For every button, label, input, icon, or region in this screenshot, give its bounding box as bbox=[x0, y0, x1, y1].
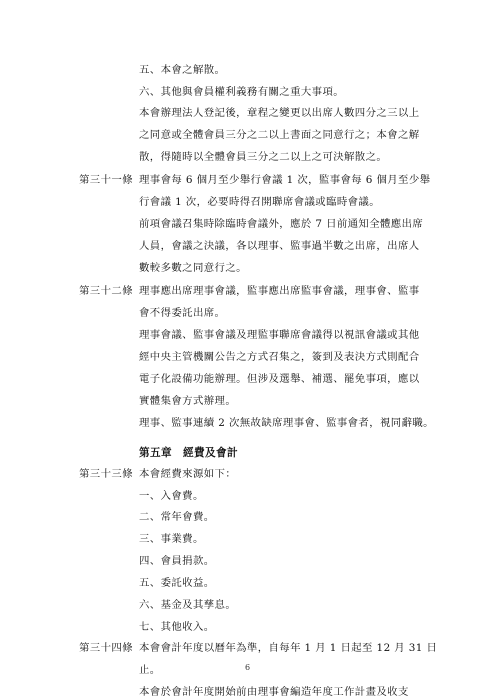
text-line: 本會辦理法人登記後，章程之變更以出席人數四分之三以上 bbox=[139, 107, 420, 119]
text-line: 五、委託收益。 bbox=[139, 577, 215, 589]
article-number: 第三十一條 bbox=[79, 174, 133, 186]
text-line: 六、其他與會員權利義務有關之重大事項。 bbox=[139, 86, 345, 98]
text-line: 六、基金及其孳息。 bbox=[139, 599, 237, 611]
text-line: 行會議 1 次，必要時得召開聯席會議或臨時會議。 bbox=[139, 196, 381, 208]
text-line: 本會經費來源如下： bbox=[139, 468, 237, 480]
page-number: 6 bbox=[244, 663, 251, 672]
text-line: 人員，會議之決議，各以理事、監事過半數之出席，出席人 bbox=[139, 240, 420, 252]
text-line: 電子化設備功能辦理。但涉及選舉、補選、罷免事項，應以 bbox=[139, 373, 420, 385]
article-number: 第三十三條 bbox=[79, 468, 133, 480]
text-line: 五、本會之解散。 bbox=[139, 64, 226, 76]
text-line: 七、其他收入。 bbox=[139, 621, 215, 633]
text-line: 實體集會方式辦理。 bbox=[139, 395, 237, 407]
text-line: 數較多數之同意行之。 bbox=[139, 262, 247, 274]
text-line: 會不得委託出席。 bbox=[139, 307, 226, 319]
chapter-heading: 第五章 經費及會計 bbox=[139, 447, 238, 459]
text-line: 理事會每 6 個月至少舉行會議 1 次，監事會每 6 個月至少舉 bbox=[139, 174, 431, 186]
text-line: 四、會員捐款。 bbox=[139, 555, 215, 567]
text-line: 理事應出席理事會議，監事應出席監事會議，理事會、監事 bbox=[139, 285, 420, 297]
article-number: 第三十二條 bbox=[79, 285, 133, 297]
text-line: 理事會議、監事會議及理監事聯席會議得以視訊會議或其他 bbox=[139, 329, 420, 341]
text-line: 散，得隨時以全體會員三分之二以上之可決解散之。 bbox=[139, 151, 388, 163]
text-line: 二、常年會費。 bbox=[139, 511, 215, 523]
text-line: 理事、監事連續 2 次無故缺席理事會、監事會者，視同辭職。 bbox=[139, 417, 434, 429]
text-line: 前項會議召集時除臨時會議外，應於 7 日前通知全體應出席 bbox=[139, 218, 424, 230]
text-line: 止。 bbox=[139, 664, 161, 676]
text-line: 三、事業費。 bbox=[139, 533, 204, 545]
text-line: 經中央主管機關公告之方式召集之，簽到及表決方式則配合 bbox=[139, 351, 420, 363]
text-line: 一、入會費。 bbox=[139, 490, 204, 502]
text-line: 之同意或全體會員三分之二以上書面之同意行之；本會之解 bbox=[139, 129, 420, 141]
text-line: 本會會計年度以曆年為準，自每年 1 月 1 日起至 12 月 31 日 bbox=[139, 642, 438, 654]
text-line: 本會於會計年度開始前由理事會編造年度工作計畫及收支 bbox=[139, 686, 409, 698]
article-number: 第三十四條 bbox=[79, 642, 133, 654]
